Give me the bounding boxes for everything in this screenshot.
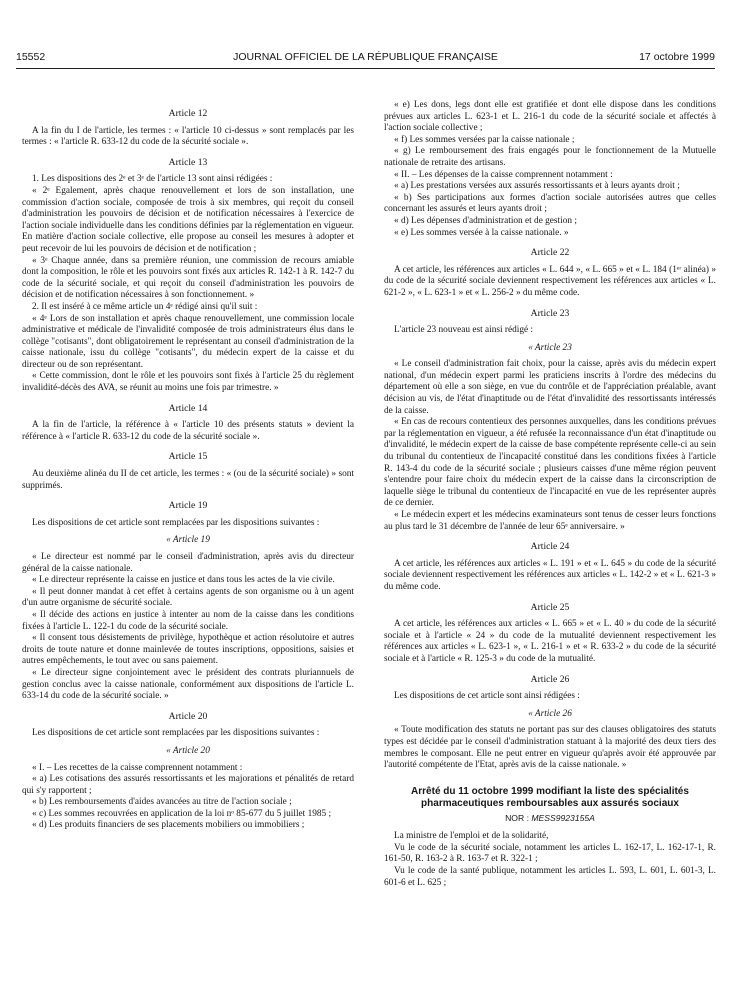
article-subtitle: « Article 26: [528, 708, 572, 719]
nor-label: NOR :: [505, 812, 529, 823]
article-title: Article 25: [530, 601, 570, 613]
issue-date: 17 octobre 1999: [639, 51, 715, 63]
article-subtitle: « Article 23: [528, 342, 572, 353]
nor-reference: [384, 813, 716, 825]
nor-code: MESS9923155A: [531, 812, 595, 823]
paragraph: « e) Les sommes versée à la caisse nationale. »: [394, 227, 569, 238]
paragraph: A la fin de l'article, la référence à « l'article 10 des présents statuts » devient la référence à « l'article R. 633-12 du code de la sécurité sociale ».: [22, 420, 354, 442]
paragraph: « Le médecin expert et les médecins examinateurs sont tenus de cesser leurs fonctions au plus tard le 31 décembre de l'année de leur 65ᵉ anniversaire. »: [384, 510, 716, 532]
article-title: Article 15: [168, 451, 208, 463]
paragraph: A cet article, les références aux articles « L. 665 » et « L. 40 » du code de la sécurité sociale et à l'article « 24 » du code de la mutualité deviennent respectivement les références aux articles « L. 623-1 », « L. 216-1 » et « R. 633-2 » du code de la sécurité sociale et à l'article « R. 125-3 » du code de la mutualité.: [384, 619, 716, 664]
paragraph: « a) Les prestations versées aux assurés ressortissants et à leurs ayants droit ;: [394, 181, 680, 192]
article-title: Article 19: [168, 500, 208, 512]
paragraph: 1. Les dispositions des 2ᵉ et 3ᵉ de l'article 13 sont ainsi rédigées :: [32, 174, 273, 185]
paragraph: 2. Il est inséré à ce même article un 4ᵉ rédigé ainsi qu'il suit :: [32, 301, 258, 312]
paragraph: « Il peut donner mandat à cet effet à certains agents de son organisme ou à un agent d'un autre organisme de sécurité sociale.: [22, 586, 354, 609]
paragraph: « f) Les sommes versées par la caisse nationale ;: [394, 134, 575, 145]
paragraph: « g) Le remboursement des frais engagés pour le fonctionnement de la Mutuelle nationale de retraite des artisans.: [384, 146, 716, 168]
paragraph: « Le directeur signe conjointement avec le président des contrats pluriannuels de gestion conclus avec la caisse nationale, conformément aux dispositions de l'article L. 633-14 du code de la sécurité sociale. »: [22, 667, 354, 702]
paragraph: « II. – Les dépenses de la caisse comprennent notamment :: [394, 169, 613, 180]
article-title: Article 23: [530, 307, 570, 319]
article-title: Article 14: [168, 402, 208, 414]
paragraph: « Le conseil d'administration fait choix, pour la caisse, après avis du médecin expert national, d'un médecin expert parmi les praticiens inscrits à l'ordre des médecins du département où elle a son siège, en vue du contrôle et de l'appréciation préalable, avant décision au vis, de l'état d'inaptitude ou de l'état d'invalidité des ressortissants intéressés de la caisse.: [384, 359, 716, 416]
paragraph: « Il consent tous désistements de privilège, hypothèque et action résolutoire et autres droits de toute nature et donne mainlevée de toutes inscriptions, oppositions, saisies et autres empêchements, le tout avec ou sans paiement.: [22, 633, 354, 667]
page-header: [16, 48, 715, 69]
paragraph: « 4ᵉ Lors de son installation et après chaque renouvellement, une commission locale administrative et médicale de l'invalidité composée de trois administrateurs élus dans le collège "cotisants", dont obligatoirement le représentant au conseil d'administration de la caisse nationale, issu du collège "cotisants", du médecin expert de la caisse et du directeur ou de son représentant.: [22, 313, 354, 370]
paragraph: Vu le code de la sécurité sociale, notamment les articles L. 162-17, L. 162-17-1, R. 161-50, R. 163-2 à R. 163-7 et R. 322-1 ;: [384, 842, 716, 865]
paragraph: L'article 23 nouveau est ainsi rédigé :: [394, 325, 534, 336]
paragraph: « Le directeur représente la caisse en justice et dans tous les actes de la vie civile.: [32, 575, 335, 586]
paragraph: Les dispositions de cet article sont remplacées par les dispositions suivantes :: [32, 517, 320, 528]
paragraph: Les dispositions de cet article sont remplacées par les dispositions suivantes :: [32, 728, 320, 739]
paragraph: Les dispositions de cet article sont ainsi rédigées :: [394, 691, 580, 702]
paragraph: « a) Les cotisations des assurés ressortissants et les majorations et pénalités de retard qui s'y rapportent ;: [22, 774, 354, 796]
paragraph: « b) Ses participations aux formes d'action sociale autorisées autres que celles concernant les assurés et leurs ayants droit ;: [384, 192, 716, 215]
paragraph: « En cas de recours contentieux des personnes auxquelles, dans les conditions prévues par la réglementation en vigueur, a été refusée la reconnaissance d'un état d'inaptitude ou d'invalidité, le médecin expert de la caisse de base compétente représente celle-ci au sein du tribunal du contentieux de l'incapacité constitué dans les conditions fixées à l'article R. 143-4 du code de la sécurité sociale ; plusieurs caisses d'une même région peuvent s'entendre pour faire choix du médecin expert de la caisse dans la circonscription de laquelle siège le tribunal du contentieux de l'incapacité en vue de les représenter auprès de ce dernier.: [384, 417, 716, 509]
paragraph: « d) Les dépenses d'administration et de gestion ;: [394, 215, 577, 226]
article-subtitle: « Article 20: [166, 745, 210, 756]
paragraph: A cet article, les références aux articles « L. 644 », « L. 665 » et « L. 184 (1ᵉʳ alinéa) » du code de la sécurité sociale deviennent respectivement les références aux articles « L. 621-2 », « L. 623-1 » et « L. 256-2 » du même code.: [384, 264, 716, 298]
left-column: [22, 100, 354, 832]
paragraph: « Cette commission, dont le rôle et les pouvoirs sont fixés à l'article 25 du règlement invalidité-décès des AVA, se réunit au moins une fois par trimestre. »: [22, 371, 354, 394]
paragraph: « d) Les produits financiers de ses placements mobiliers ou immobiliers ;: [32, 820, 305, 831]
journal-title: JOURNAL OFFICIEL DE LA RÉPUBLIQUE FRANÇAISE: [233, 51, 498, 63]
paragraph: « Le directeur est nommé par le conseil d'administration, après avis du directeur général de la caisse nationale.: [22, 552, 354, 574]
article-title: Article 24: [530, 541, 570, 553]
right-column: [384, 100, 716, 889]
paragraph: « b) Les remboursements d'aides avancées au titre de l'action sociale ;: [32, 797, 292, 808]
article-title: Article 26: [530, 673, 570, 685]
paragraph: « 2ᵉ Egalement, après chaque renouvellement et lors de son installation, une commission d'action sociale, composée de trois à six membres, qui reçoit du conseil d'administration les pouvoirs de décision et de notification nécessaires à l'exercice de l'action sociale individuelle dans les conditions définies par la réglementation en vigueur. En matière d'action sociale collective, elle propose au conseil les mesures à adopter et peut recevoir de lui les pouvoirs de décision et de notification ;: [22, 185, 354, 254]
paragraph: Vu le code de la santé publique, notamment les articles L. 593, L. 601, L. 601-3, L. 601-6 et L. 625 ;: [384, 866, 716, 888]
article-title: Article 13: [168, 156, 208, 168]
paragraph: « c) Les sommes recouvrées en application de la loi nᵒ 85-677 du 5 juillet 1985 ;: [32, 808, 332, 819]
paragraph: La ministre de l'emploi et de la solidarité,: [394, 831, 549, 842]
paragraph: « Il décide des actions en justice à intenter au nom de la caisse dans les conditions fixées à l'article L. 122-1 du code de la sécurité sociale.: [22, 609, 354, 632]
paragraph: A la fin du I de l'article, les termes : « l'article 10 ci-dessus » sont remplacés par les termes : « l'article R. 633-12 du code de la sécurité sociale ».: [22, 125, 354, 148]
paragraph: « e) Les dons, legs dont elle est gratifiée et dont elle dispose dans les conditions prévues aux articles L. 623-1 et L. 216-1 du code de la sécurité sociale et affectés à l'action sociale collective ;: [384, 100, 716, 134]
paragraph: Au deuxième alinéa du II de cet article, les termes : « (ou de la sécurité sociale) » sont supprimés.: [22, 469, 354, 491]
article-subtitle: « Article 19: [166, 535, 210, 546]
article-title: Article 12: [168, 108, 208, 119]
arrete-title: Arrêté du 11 octobre 1999 modifiant la liste des spécialités pharmaceutiques remboursables aux assurés sociaux: [411, 785, 689, 809]
paragraph: « I. – Les recettes de la caisse comprennent notamment :: [32, 762, 243, 773]
paragraph: A cet article, les références aux articles « L. 191 » et « L. 645 » du code de la sécurité sociale deviennent respectivement les références aux articles « L. 142-2 » et « L. 621-3 » du même code.: [384, 558, 716, 592]
paragraph: « 3ᵉ Chaque année, dans sa première réunion, une commission de recours amiable dont la composition, le rôle et les pouvoirs sont fixés aux articles R. 142-1 à R. 142-7 du code de la sécurité sociale, et qui reçoit du conseil d'administration les pouvoirs de décision et de notification nécessaires à son fonctionnement. »: [22, 255, 354, 301]
paragraph: « Toute modification des statuts ne portant pas sur des clauses obligatoires des statuts types est décidée par le conseil d'administration statuant à la majorité des deux tiers des membres le composant. Elle ne peut entrer en vigueur qu'après avoir été approuvée par l'autorité compétente de l'Etat, après avis de la caisse nationale. »: [384, 725, 716, 771]
article-title: Article 22: [530, 247, 570, 259]
page-number: 15552: [16, 51, 46, 63]
article-title: Article 20: [168, 710, 208, 722]
